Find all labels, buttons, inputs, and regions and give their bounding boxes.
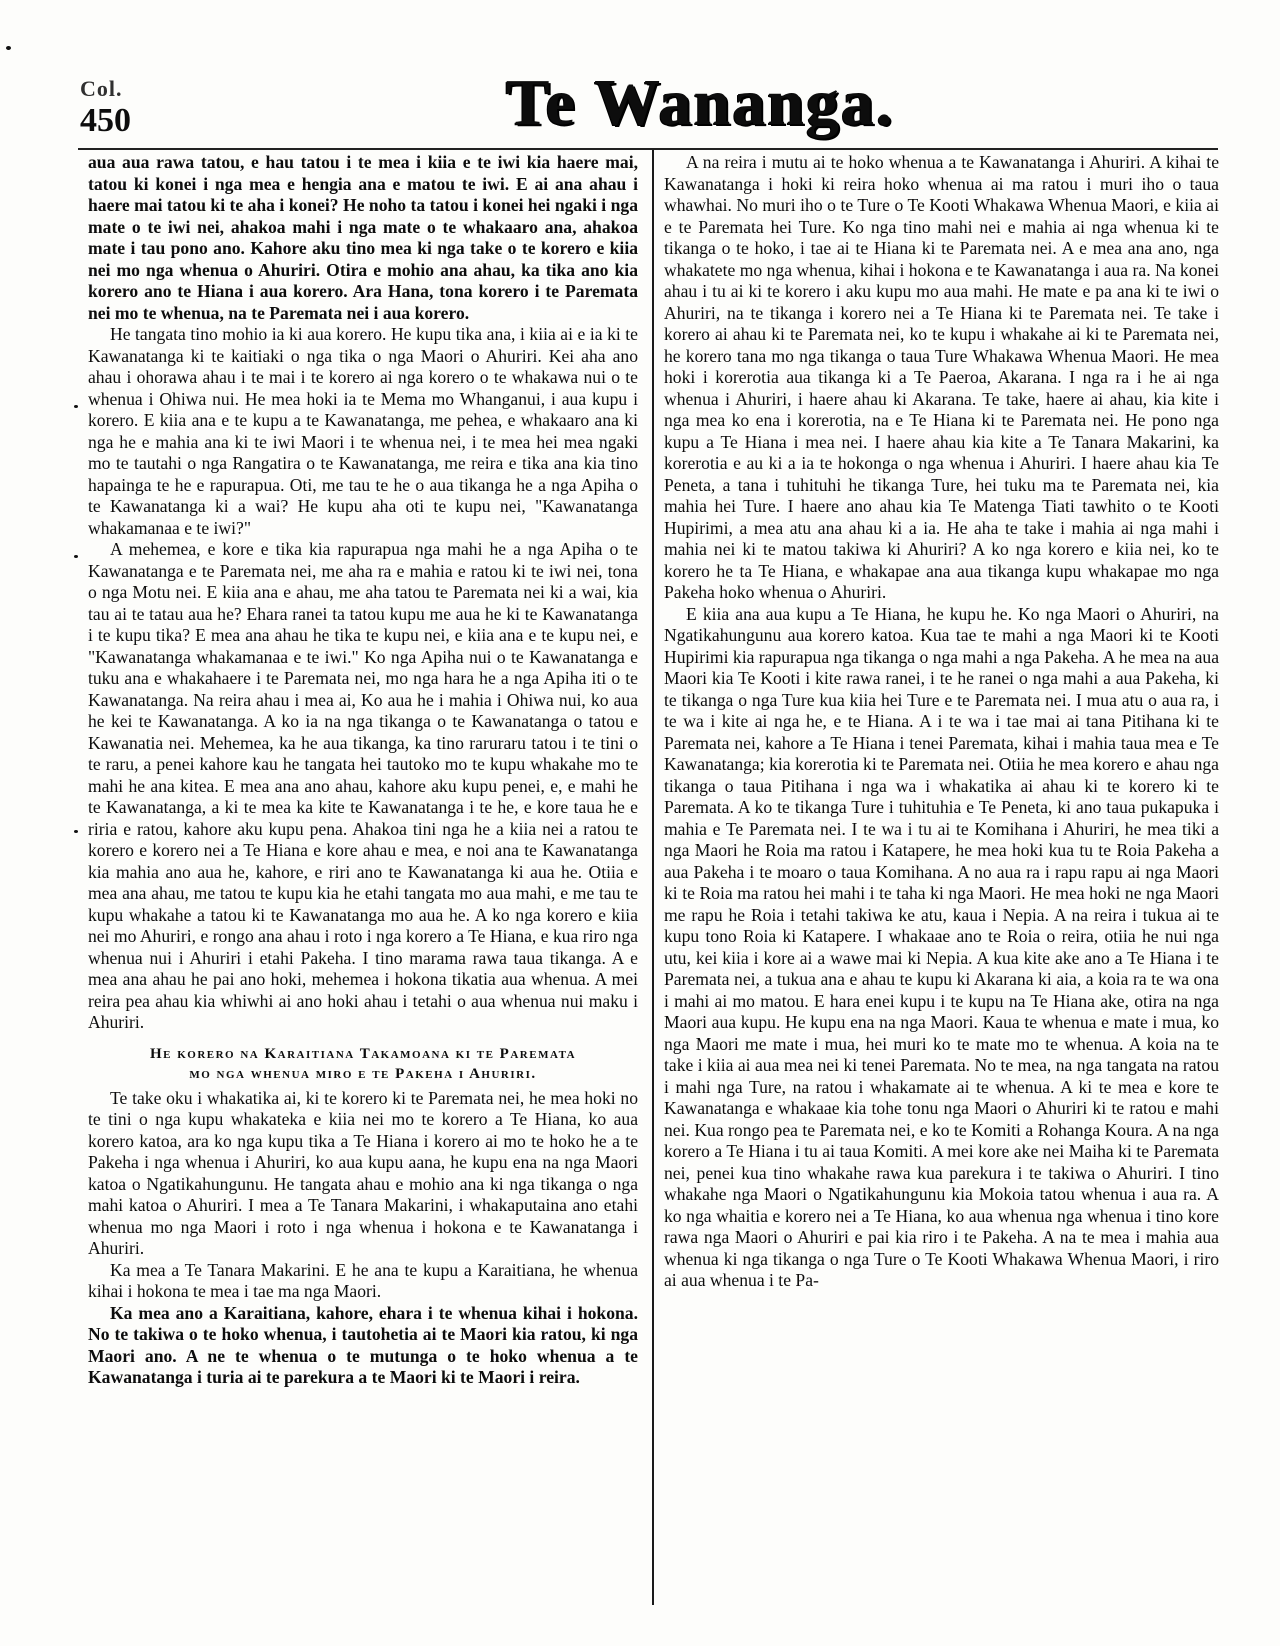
section-heading-line: mo nga whenua miro e te Pakeha i Ahuriri. [189,1065,537,1082]
article-paragraph: He tangata tino mohio ia ki aua korero. He kupu tika ana, i kiia ai e ia ki te Kawanatanga ki te kaitiaki o nga tika o nga Maori o Ahuriri. Kei aha ano ahau i ohorawa ahau i te mai i te korero ai nga korero o te whakawa nui o te whenua i Ohiwa nui. He mea hoki ia te Mema mo Whanganui, i aua kupu i korero. E kiia ana e te kupu a te Kawanatanga, me pehea, e whakaaro ana ki nga he e mahia ana ki te iwi Maori i te whenua nei, i te mea hei mea ngaki mo te tautahi o nga Rangatira o te Kawanatanga, me reira e tika ana kia tino hapainga te he e rapurapua. Oti, me tau te he o aua tikanga he a nga Apiha o te Kawanatanga ki a wai? He kupu aha oti te kupu nei, "Kawanatanga whakamanaa e te iwi?" [88,324,638,538]
page-header [60,66,1220,150]
column-divider [652,150,654,1605]
masthead-title: Te Wananga. [505,66,895,139]
article-paragraph: Te take oku i whakatika ai, ki te korero ki te Paremata nei, he mea hoki no te tini o nga kupu whakateka e kiia nei mo te korero a Te Hiana, ko aua korero katoa, ara ko nga kupu tika a Te Hiana i korero ai mo te hoko he a te Pakeha i nga whenua i Ahuriri, ko aua kupu aana, he kupu ena na nga Maori katoa o Ngatikahungunu. He tangata ahau e mohio ana ki nga tikanga o nga mahi katoa o Ahuriri. I mea a Te Tanara Makarini, i whakaputaina ano etahi whenua mo nga Maori i roto i nga whenua i hokona e te Kawanatanga i Ahuriri. [88,1087,638,1258]
article-paragraph: A mehemea, e kore e tika kia rapurapua nga mahi he a nga Apiha o te Kawanatanga e te Paremata nei, me aha ra e mahia e ratou ki te iwi nei, tona o nga Motu nei. E kiia ana e ahau, me aha tatou te Paremata nei ki a wai, kia tau ai te tatau aua he? Ehara ranei ta tatou kupu me aua he ki te Kawanatanga i te kupu tika? E mea ana ahau he tika te kupu nei, e kiia ana e te kupu nei, e "Kawanatanga whakamanaa e te iwi." Ko nga Apiha nui o te Kawanatanga e tuku ana e whakahaere i te Paremata nei, mo nga hara he a nga Apiha iti o te Kawanatanga. Na reira ahau i mea ai, Ko aua he i mahia i Ohiwa nui, ko aua he kei te Kawanatanga. A ko ia na nga tikanga o te Kawanatanga o tatou e Kawanatia nei. Mehemea, ka he aua tikanga, ka tino raruraru tatou i te tini o te raru, a penei kahore kau he tangata hei tautoko mo te kupu whakahe mo te mahi he ana kitea. E mea ana ano ahau, kahore aku kupu penei, e, e mahi he te Kawanatanga, a ki te mea ka kite te Kawanatanga i te he, e kore taua he e riria e ratou, kahore aku kupu pena. Ahakoa tini nga he a kiia nei a ratou te korero e korero nei a Te Hiana e kore ahau e mea, e noi ana te Kawanatanga kia mahia ano aua he, kahore, e riri ano te Kawanatanga ki aua he. Otiia e mea ana ahau, me tatou te kupu kia he etahi tangata mo aua mahi, e me tau te kupu whakahe a tatou ki te Kawanatanga mo aua he. A ko nga korero e kiia nei mo Ahuriri, e rongo ana ahau i roto i nga korero a Te Hiana, e kua riro nga whenua nui i Ahuriri i etahi Pakeha. I tino marama rawa taua tikanga. A e mea ana ahau he pai ano hoki, mehemea i hokona tikatia aua whenua. A mei reira pea ahau kia whiwhi ai ano hoki ahau i tetahi o aua whenua nui maku i Ahuriri. [88,539,638,1032]
article-paragraph: A na reira i mutu ai te hoko whenua a te Kawanatanga i Ahuriri. A kihai te Kawanatanga i hoki ki reira hoko whenua ai ma ratou i muri iho o taua whawhai. No muri iho o te Ture o Te Kooti Whakawa Whenua Maori, e kiia ai e te Paremata hei Ture. Ko nga tino mahi nei e mahia ai nga whenua ki te tikanga o te hoko, i tae ai te Hiana ki te Paremata nei. A e mea ana ano, nga whakatete mo nga whenua, kihai i hokona e te Kawanatanga i aua ra. Na konei ahau i tu ai ki te korero i aku kupu mo aua mahi. He mate e pa ana ki te iwi o Ahuriri, na te tikanga i korero nei a Te Hiana ki te Paremata nei. Te take i korero ai ahau ki te Paremata nei, ko te kupu i whakahe ai ki te Paremata nei, he korero tana mo nga tikanga o taua Ture Whakawa Whenua Maori. He mea hoki i korerotia aua tikanga ki a Te Paeroa, Akarana. I nga ra i he ai nga whenua i Ahuriri, i haere ahau ki Akarana. Te take, haere ai ahau, kia kite i nga mea ko ena i korerotia, na e Te Hiana ki te Paremata nei. He pono nga kupu a Te Hiana i mea nei. I haere ahau kia kite a Te Tanara Makarini, ka korerotia e au ki a ia te hokonga o nga whenua i Ahuriri. I haere ahau kia Te Peneta, a tana i tuhituhi he tikanga Ture, hei tuku ma te Paremata nei, kia mahia hei Ture. I haere ano ahau kia Te Matenga Tiati tawhito o te Kooti Hupirimi, a mea atu ana ahau ki a ia. He aha te take i mahia ai nga mahi i mahia nei ki te matou takiwa ki Ahuriri? A ko nga korero e kiia nei, ko te korero he ta Te Hiana, e whakapae ana aua tikanga kupu whakapae mo nga Pakeha hoko whenua o Ahuriri. [664,152,1219,602]
article-paragraph: E kiia ana aua kupu a Te Hiana, he kupu he. Ko nga Maori o Ahuriri, na Ngatikahungunu aua korero katoa. Kua tae te mahi a nga Maori ki te Kooti Hupirimi kia rapurapua nga tikanga o nga mahi a nga Pakeha. A he mea na aua Maori kia Te Kooti i kite rawa ranei, i te he ranei o nga mahi a aua Pakeha, ki te tikanga o nga Ture kua kiia hei Ture e te Paremata nei. I mua atu o aua ra, i te wa i kite ai nga he, e te Hiana. A i te wa i tae mai ai tana Pitihana ki te Paremata nei, kahore a Te Hiana i tenei Paremata, kihai i mahia taua mea e Te Kawanatanga; kia korerotia ki te Paremata nei. Otiia he mea korero e ahau nga tikanga o taua Pitihana i nga wa i whakatika ai ahau ki te korero ki te Paremata. A ko te tikanga Ture i tuhituhia e Te Peneta, ki ano taua pukapuka i mahia e Te Paremata nei. I te wa i tu ai te Komihana i Ahuriri, he mea tiki a nga Maori he Roia ma ratou i Katapere, he mea hoki kua tu te Roia Pakeha a aua Pakeha i te moaro o taua Komihana. A no aua ra i rapu rapu ai nga Maori ki te Roia ma ratou hei mahi i te taha ki nga Maori. He mea hoki ne nga Maori me rapu he Roia i tetahi takiwa ke atu, kaua i Nepia. A na reira i tukua ai te kupu tono Roia ki Katapere. I whakaae ano te Roia o reira, otiia he nui nga utu, kei kiia i kore ai a wawe mai ki Nepia. A kua kite ake ano a Te Hiana i te Paremata nei, a tukua ana e ahau te kupu ki Akarana ki aia, a koia ra te wa ona i mahi ai mo matou. E hara enei kupu i te kupu na Te Hiana ake, otira na nga Maori aua kupu. He kupu ena na nga Maori. Kaua te whenua e mate i mua, ko nga Maori me mate i mua, hei muri ko te mate mo te whenua. A koia na te take i kiia ai aua mea nei ki tenei Paremata. No te mea, na nga tangata na ratou i mahi nga Ture, na ratou i whakamate ai te whenua. A ki te mea e kore te Kawanatanga e whakaae kia tohe tonu nga Maori o Ahuriri ki te ratou e mahi nei. Kua rongo pea te Paremata nei, e ko te Komiti a Rohanga Koura. A na nga korero a Te Hiana i tu ai taua Komiti. A mei kore ake nei Maiha ki te Paremata nei, penei kua tino whakahe rawa kua parekura i te takiwa o Ahuriri. I tino whakahe nga Maori o Ngatikahungunu kia Mokoia tatou whenua i aua ra. A ko nga whaitia e korero nei a Te Hiana, ko aua whenua nga whenua i tino kore rawa nga Maori o Ahuriri e pai kia riro i te Pakeha. A na te mea i mahia aua whenua ki nga tikanga o nga Ture o Te Kooti Whakawa Whenua Maori, i riro ai aua whenua i te Pa- [664,603,1219,1290]
article-paragraph: Ka mea ano a Karaitiana, kahore, ehara i te whenua kihai i hokona. No te takiwa o te hoko whenua, i tautohetia ai te Maori kia ratou, ki nga Maori ano. A ne te whenua o te mutunga o te hoko whenua a te Kawanatanga i turia ai te parekura a te Maori ki te Maori i reira. [88,1302,638,1387]
left-column [88,152,638,1389]
article-paragraph: aua aua rawa tatou, e hau tatou i te mea i kiia e te iwi kia haere mai, tatou ki konei i nga mea e hengia ana e matou te iwi. E ai ana ahau i haere mai tatou ki te aha i konei? He noho ta tatou i konei hei ngaki i nga mate o te iwi nei, ahakoa mahi i nga mate o te whakaaro ana, ahakoa mate i tau pono ano. Kahore aku tino mea ki nga take o te korero e kiia nei mo nga whenua o Ahuriri. Otira e mohio ana ahau, ka tika ano kia korero ano te Hiana i aua korero. Ara Hana, tona korero i te Paremata nei mo te whenua, na te Paremata nei i aua korero. [88,152,638,323]
article-paragraph: Ka mea a Te Tanara Makarini. E he ana te kupu a Karaitiana, he whenua kihai i hokona te mea i tae ma nga Maori. [88,1259,638,1301]
section-heading-line: He korero na Karaitiana Takamoana ki te Paremata [149,1045,577,1062]
right-column [664,152,1219,1292]
page-number: 450 [80,102,131,139]
library-stamp: Col. [80,76,123,101]
section-heading [88,1044,638,1084]
header-rule [78,148,1218,150]
